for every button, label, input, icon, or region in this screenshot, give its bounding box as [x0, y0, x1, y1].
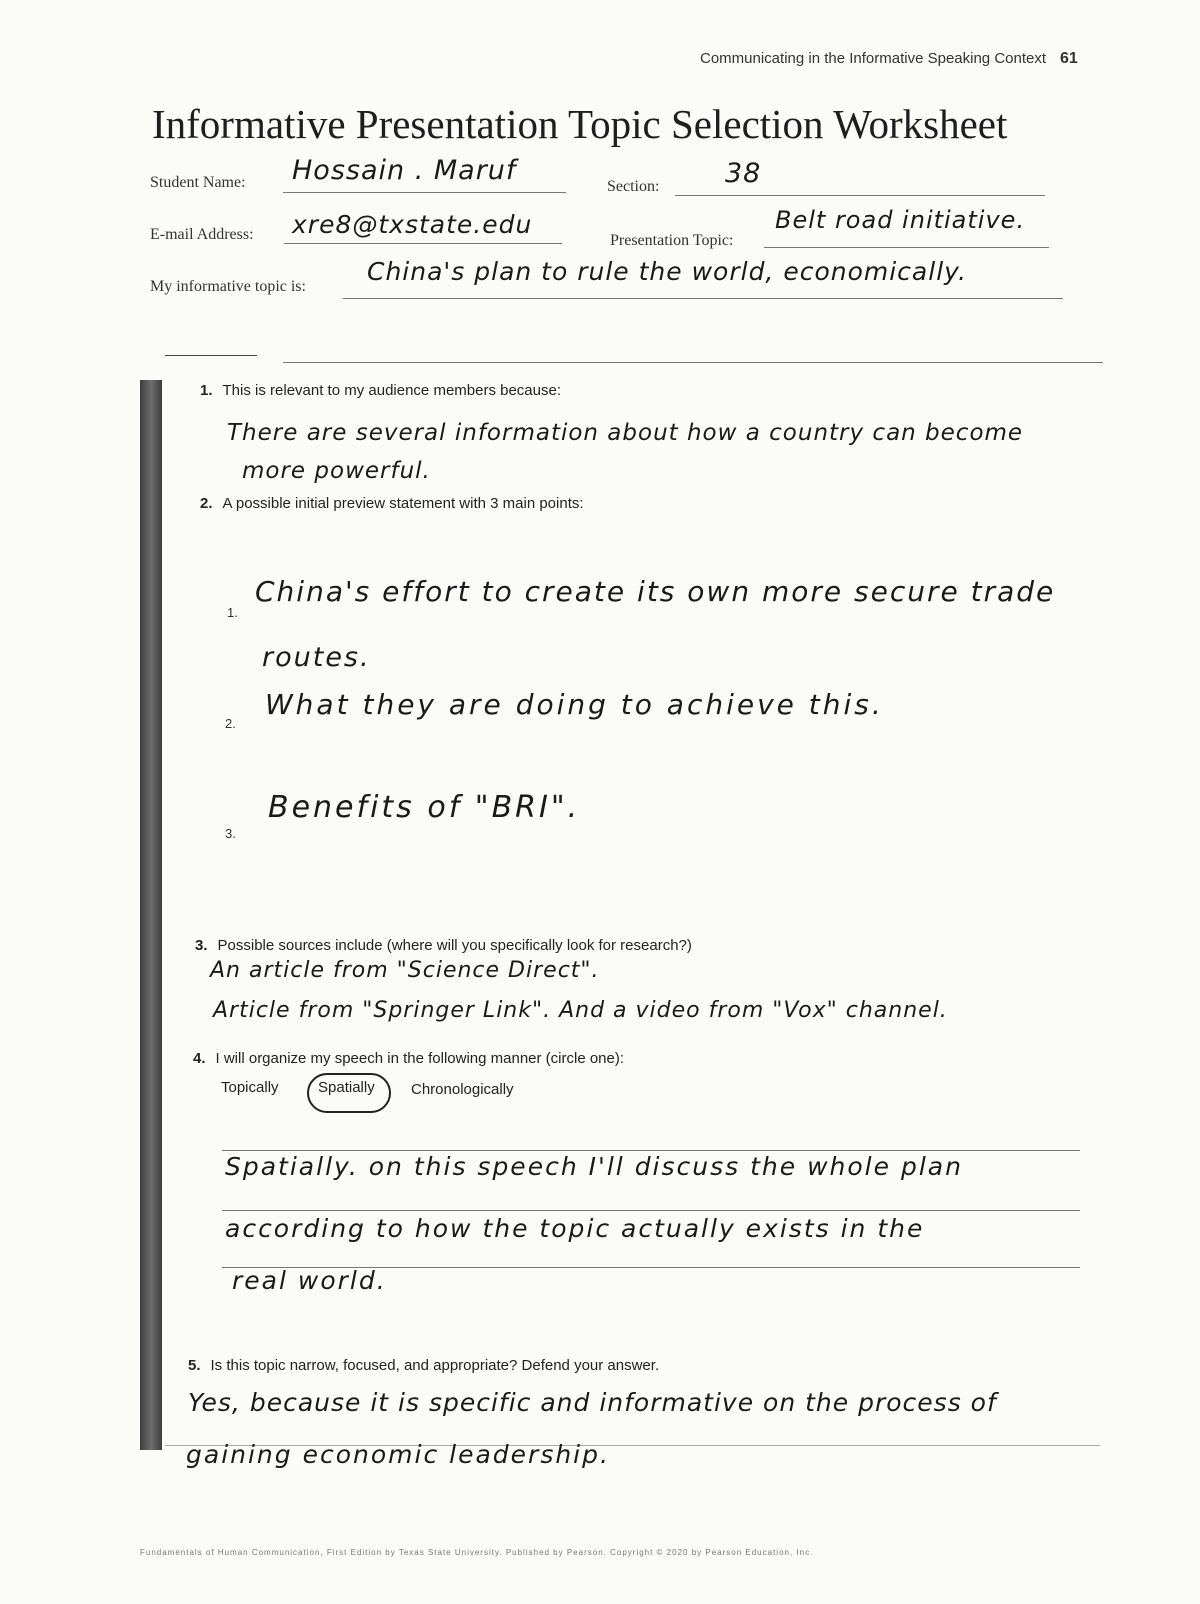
running-head-text: Communicating in the Informative Speaking Context	[700, 50, 1047, 67]
q2-point1-line1: China's effort to create its own more secure trade	[255, 575, 1056, 608]
presentation-topic-label: Presentation Topic:	[610, 232, 734, 249]
q5-number: 5.	[188, 1357, 201, 1374]
informative-topic-label: My informative topic is:	[150, 278, 306, 295]
q5-answer-line2: gaining economic leadership.	[186, 1440, 610, 1469]
page-number: 61	[1060, 50, 1078, 67]
q2-point3-line1: Benefits of "BRI".	[268, 790, 581, 825]
footer-copyright: Fundamentals of Human Communication, First Edition by Texas State University. Published by Pearson. Copyright © 2020 by Pearson Education, Inc.	[140, 1548, 814, 1557]
q1-prompt-text: This is relevant to my audience members because:	[222, 382, 562, 399]
q4-option-spatially[interactable]: Spatially	[318, 1079, 375, 1096]
q4-answer-line2: according to how the topic actually exists in the	[225, 1214, 925, 1243]
q3-answer-line1: An article from "Science Direct".	[210, 958, 600, 983]
q1-prompt	[200, 382, 561, 399]
q3-prompt	[195, 937, 692, 954]
q4-option-chronologically[interactable]: Chronologically	[411, 1081, 514, 1098]
q4-prompt-text: I will organize my speech in the following manner (circle one):	[215, 1050, 625, 1067]
student-name-value: Hossain . Maruf	[292, 155, 517, 186]
q2-prompt-text: A possible initial preview statement with 3 main points:	[222, 495, 584, 512]
q2-point1-number: 1.	[227, 605, 238, 620]
q4-answer-line3: real world.	[232, 1266, 387, 1295]
q2-point2-line1: What they are doing to achieve this.	[265, 688, 884, 721]
q1-answer-line1: There are several information about how a country can become	[227, 420, 1024, 446]
q2-point2-number: 2.	[225, 716, 236, 731]
q4-prompt	[193, 1050, 624, 1067]
binding-bar	[140, 380, 162, 1450]
student-name-label: Student Name:	[150, 174, 246, 191]
page-title: Informative Presentation Topic Selection Worksheet	[152, 101, 1008, 147]
q5-prompt-text: Is this topic narrow, focused, and appropriate? Defend your answer.	[210, 1357, 660, 1374]
q1-number: 1.	[200, 382, 213, 399]
q2-number: 2.	[200, 495, 213, 512]
email-value: xre8@txstate.edu	[292, 210, 533, 239]
informative-topic-value: China's plan to rule the world, economically.	[367, 257, 967, 286]
section-label: Section:	[607, 178, 660, 195]
q3-number: 3.	[195, 937, 208, 954]
q3-prompt-text: Possible sources include (where will you specifically look for research?)	[217, 937, 692, 954]
section-value: 38	[725, 158, 762, 189]
presentation-topic-value: Belt road initiative.	[775, 206, 1026, 234]
q4-answer-line1: Spatially. on this speech I'll discuss the whole plan	[225, 1152, 963, 1181]
q1-answer-line2: more powerful.	[242, 458, 431, 484]
q5-answer-line1: Yes, because it is specific and informative on the process of	[188, 1388, 997, 1417]
q4-option-topically[interactable]: Topically	[221, 1079, 279, 1096]
q2-point1-line2: routes.	[262, 642, 371, 673]
email-label: E-mail Address:	[150, 226, 254, 243]
q2-point3-number: 3.	[225, 826, 236, 841]
running-head	[700, 50, 1078, 68]
q5-prompt	[188, 1357, 659, 1374]
q3-answer-line2: Article from "Springer Link". And a video from "Vox" channel.	[213, 998, 948, 1023]
q2-prompt	[200, 495, 584, 512]
q4-number: 4.	[193, 1050, 206, 1067]
